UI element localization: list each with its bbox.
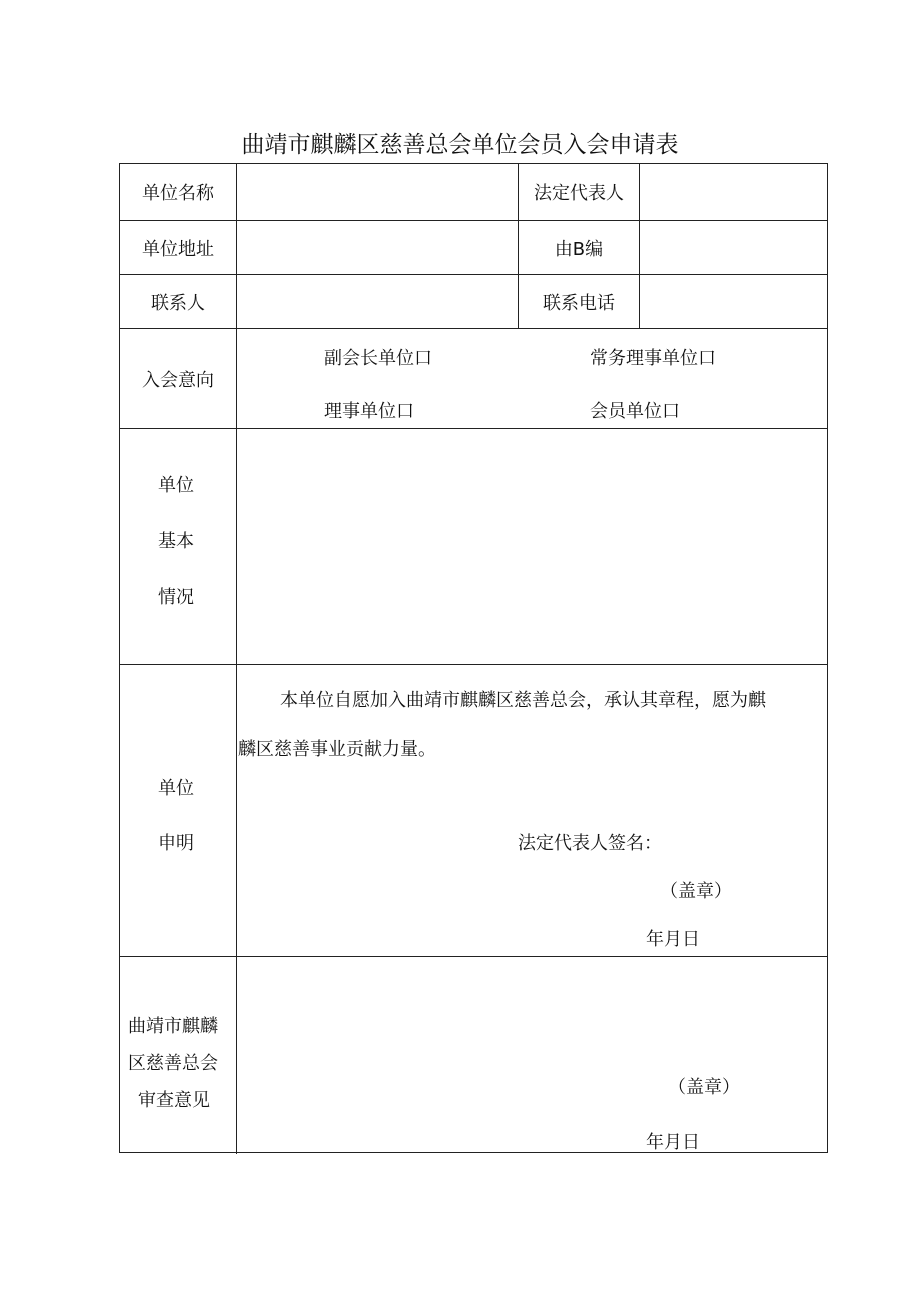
declaration-text: 本单位自愿加入曲靖市麒麟区慈善总会，承认其章程，愿为麒 xyxy=(280,690,766,711)
declaration-label-line: 单位 xyxy=(158,778,194,799)
review-seal-label: （盖章） xyxy=(668,1077,740,1098)
contact-label: 联系人 xyxy=(151,292,205,314)
postcode-field[interactable] xyxy=(640,221,827,274)
legal-rep-field[interactable] xyxy=(640,164,827,220)
review-label-line: 曲靖市麒麟 xyxy=(128,1016,218,1037)
intent-option-executive-director[interactable]: 常务理事单位口 xyxy=(590,348,716,369)
application-form-table xyxy=(119,163,828,1153)
intent-label: 入会意向 xyxy=(142,369,214,391)
basic-info-field[interactable] xyxy=(237,429,827,664)
intent-option-member[interactable]: 会员单位口 xyxy=(590,401,680,422)
contact-phone-field[interactable] xyxy=(640,275,827,328)
contact-field[interactable] xyxy=(237,275,518,328)
postcode-label: 由B编 xyxy=(554,238,604,260)
basic-info-label-line: 情况 xyxy=(158,587,194,608)
unit-name-field[interactable] xyxy=(237,164,518,220)
row-divider xyxy=(120,664,827,665)
basic-info-label-line: 基本 xyxy=(158,531,194,552)
contact-phone-label: 联系电话 xyxy=(543,292,615,314)
date-label: 年月日 xyxy=(646,929,700,950)
declaration-text: 麟区慈善事业贡献力量。 xyxy=(238,739,436,760)
review-label-line: 审查意见 xyxy=(138,1090,210,1111)
unit-address-field[interactable] xyxy=(237,221,518,274)
review-date-label: 年月日 xyxy=(646,1132,700,1153)
intent-option-vice-president[interactable]: 副会长单位口 xyxy=(324,348,432,369)
legal-rep-label: 法定代表人 xyxy=(534,183,624,204)
unit-name-label: 单位名称 xyxy=(142,183,214,204)
intent-option-director[interactable]: 理事单位口 xyxy=(324,401,414,422)
review-label-line: 区慈善总会 xyxy=(128,1053,218,1074)
signature-label: 法定代表人签名： xyxy=(518,833,662,854)
basic-info-label-line: 单位 xyxy=(158,475,194,496)
seal-label: （盖章） xyxy=(660,881,732,902)
unit-address-label: 单位地址 xyxy=(142,238,214,260)
form-title: 曲靖市麒麟区慈善总会单位会员入会申请表 xyxy=(241,132,679,158)
declaration-label-line: 申明 xyxy=(158,833,194,854)
row-divider xyxy=(120,956,827,957)
